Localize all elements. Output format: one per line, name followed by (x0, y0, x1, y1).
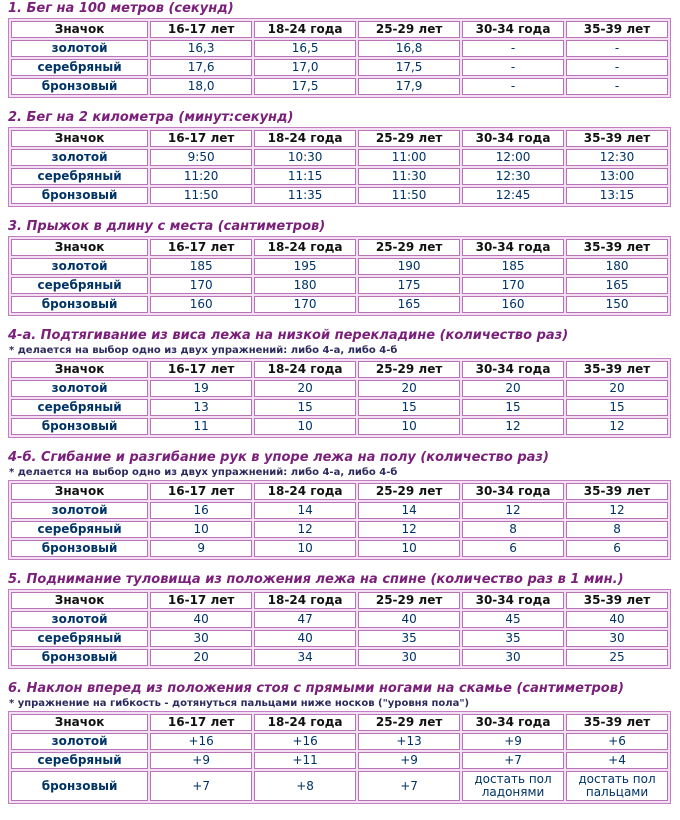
section-title: 3. Прыжок в длину с места (сантиметров) (8, 219, 326, 234)
badge-label: золотой (11, 40, 148, 57)
column-header: 18-24 года (254, 21, 356, 38)
norm-value: 10 (358, 540, 460, 557)
column-header: Значок (11, 130, 148, 147)
badge-label: золотой (11, 611, 148, 628)
table-row (11, 59, 668, 76)
norm-value: 17,9 (358, 78, 460, 95)
norms-table (8, 358, 671, 438)
norm-value: 11:00 (358, 149, 460, 166)
table-row (11, 296, 668, 313)
norm-value: 8 (462, 521, 564, 538)
table-row (11, 187, 668, 204)
norm-value: 20 (358, 380, 460, 397)
table-row (11, 521, 668, 538)
norm-value: 13 (150, 399, 252, 416)
norm-value: 17,6 (150, 59, 252, 76)
column-header: 25-29 лет (358, 714, 460, 731)
norm-value: 34 (254, 649, 356, 666)
badge-label: бронзовый (11, 540, 148, 557)
column-header: 35-39 лет (566, 592, 668, 609)
norm-value: 19 (150, 380, 252, 397)
norm-value: 18,0 (150, 78, 252, 95)
norm-value: +6 (566, 733, 668, 750)
norm-value: +7 (462, 752, 564, 769)
norm-value: 13:00 (566, 168, 668, 185)
exercise-section (8, 328, 672, 438)
badge-label: золотой (11, 380, 148, 397)
norm-value: 12:00 (462, 149, 564, 166)
norms-table (8, 711, 671, 804)
norm-value: 25 (566, 649, 668, 666)
norm-value: 47 (254, 611, 356, 628)
section-title: 1. Бег на 100 метров (секунд) (8, 1, 234, 16)
table-row (11, 78, 668, 95)
column-header: 30-34 года (462, 21, 564, 38)
column-header: 35-39 лет (566, 714, 668, 731)
norm-value: 10 (358, 418, 460, 435)
norm-value: 12 (462, 502, 564, 519)
column-header: 30-34 года (462, 239, 564, 256)
norm-value: 20 (150, 649, 252, 666)
norm-value: 16,3 (150, 40, 252, 57)
column-header: 18-24 года (254, 361, 356, 378)
table-row (11, 630, 668, 647)
norm-value: 8 (566, 521, 668, 538)
norms-table (8, 480, 671, 560)
norm-value: 12 (254, 521, 356, 538)
column-header: 25-29 лет (358, 239, 460, 256)
norms-table (8, 589, 671, 669)
norm-value: +9 (150, 752, 252, 769)
column-header: Значок (11, 592, 148, 609)
table-row (11, 168, 668, 185)
norm-value: 45 (462, 611, 564, 628)
norm-value: 150 (566, 296, 668, 313)
norms-table (8, 236, 671, 316)
norm-value: 170 (254, 296, 356, 313)
norm-value: 9 (150, 540, 252, 557)
norm-value: 180 (566, 258, 668, 275)
column-header: 35-39 лет (566, 130, 668, 147)
badge-label: золотой (11, 149, 148, 166)
column-header: Значок (11, 361, 148, 378)
exercise-section (8, 681, 672, 804)
norm-value: 14 (358, 502, 460, 519)
column-header: 16-17 лет (150, 483, 252, 500)
column-header: Значок (11, 21, 148, 38)
table-row (11, 649, 668, 666)
section-note: * делается на выбор одно из двух упражнений: либо 4-а, либо 4-б (9, 467, 398, 478)
badge-label: серебряный (11, 277, 148, 294)
badge-label: серебряный (11, 399, 148, 416)
norm-value: 30 (358, 649, 460, 666)
column-header: 35-39 лет (566, 483, 668, 500)
norm-value: 16 (150, 502, 252, 519)
norm-value: 185 (150, 258, 252, 275)
norm-value: +9 (358, 752, 460, 769)
norm-value: +9 (462, 733, 564, 750)
table-row (11, 752, 668, 769)
norm-value: 40 (254, 630, 356, 647)
badge-label: серебряный (11, 168, 148, 185)
norm-value: 12 (566, 418, 668, 435)
column-header: Значок (11, 239, 148, 256)
badge-label: золотой (11, 502, 148, 519)
table-row (11, 771, 668, 801)
norm-value: 30 (462, 649, 564, 666)
norm-value: +7 (358, 771, 460, 801)
norm-value: 15 (254, 399, 356, 416)
norm-value: 10 (254, 540, 356, 557)
column-header: 18-24 года (254, 130, 356, 147)
norm-value: 170 (462, 277, 564, 294)
norm-value: 12 (462, 418, 564, 435)
column-header: 16-17 лет (150, 130, 252, 147)
badge-label: серебряный (11, 630, 148, 647)
norm-value: 11:50 (358, 187, 460, 204)
norm-value: +13 (358, 733, 460, 750)
table-row (11, 277, 668, 294)
table-row (11, 418, 668, 435)
norm-value: 16,8 (358, 40, 460, 57)
badge-label: бронзовый (11, 187, 148, 204)
header-row (11, 130, 668, 147)
badge-label: бронзовый (11, 649, 148, 666)
norm-value: 11:15 (254, 168, 356, 185)
norm-value: 12:30 (566, 149, 668, 166)
norm-value: 165 (358, 296, 460, 313)
column-header: 35-39 лет (566, 239, 668, 256)
section-note: * упражнение на гибкость - дотянуться пальцами ниже носков ("уровня пола") (9, 698, 470, 709)
column-header: 16-17 лет (150, 21, 252, 38)
norm-value: 17,0 (254, 59, 356, 76)
norm-value: 185 (462, 258, 564, 275)
column-header: 25-29 лет (358, 130, 460, 147)
norm-value: 180 (254, 277, 356, 294)
exercise-section (8, 1, 672, 98)
badge-label: серебряный (11, 521, 148, 538)
norm-value: +16 (254, 733, 356, 750)
norm-value: 20 (462, 380, 564, 397)
column-header: 16-17 лет (150, 592, 252, 609)
norm-value: 9:50 (150, 149, 252, 166)
column-header: 25-29 лет (358, 592, 460, 609)
norm-value: 11:20 (150, 168, 252, 185)
header-row (11, 239, 668, 256)
badge-label: бронзовый (11, 771, 148, 801)
table-row (11, 540, 668, 557)
header-row (11, 361, 668, 378)
norm-value: 12:30 (462, 168, 564, 185)
column-header: Значок (11, 483, 148, 500)
norm-value: 12 (566, 502, 668, 519)
column-header: 30-34 года (462, 130, 564, 147)
norm-value: 13:15 (566, 187, 668, 204)
norm-value: 30 (566, 630, 668, 647)
column-header: 18-24 года (254, 239, 356, 256)
exercise-section (8, 110, 672, 207)
norm-value: 6 (462, 540, 564, 557)
norm-value: 10:30 (254, 149, 356, 166)
norm-value: 12 (358, 521, 460, 538)
column-header: 30-34 года (462, 714, 564, 731)
norm-value: 11:35 (254, 187, 356, 204)
norm-value: +7 (150, 771, 252, 801)
exercise-section (8, 450, 672, 560)
norm-value: достать пол ладонями (462, 771, 564, 801)
table-row (11, 40, 668, 57)
table-row (11, 399, 668, 416)
column-header: 25-29 лет (358, 21, 460, 38)
column-header: 18-24 года (254, 714, 356, 731)
column-header: 18-24 года (254, 592, 356, 609)
norm-value: 160 (462, 296, 564, 313)
norm-value: 11:50 (150, 187, 252, 204)
norm-value: 6 (566, 540, 668, 557)
column-header: Значок (11, 714, 148, 731)
norm-value: +16 (150, 733, 252, 750)
header-row (11, 483, 668, 500)
table-row (11, 380, 668, 397)
badge-label: бронзовый (11, 296, 148, 313)
norm-value: 165 (566, 277, 668, 294)
badge-label: золотой (11, 733, 148, 750)
norm-value: 14 (254, 502, 356, 519)
table-row (11, 733, 668, 750)
table-row (11, 149, 668, 166)
section-title: 5. Поднимание туловища из положения лежа на спине (количество раз в 1 мин.) (8, 572, 624, 587)
badge-label: бронзовый (11, 418, 148, 435)
norm-value: 40 (358, 611, 460, 628)
section-note: * делается на выбор одно из двух упражнений: либо 4-а, либо 4-б (9, 345, 398, 356)
norm-value: 17,5 (254, 78, 356, 95)
badge-label: бронзовый (11, 78, 148, 95)
norm-value: 15 (462, 399, 564, 416)
norm-value: 190 (358, 258, 460, 275)
exercise-section (8, 572, 672, 669)
norm-value: 10 (150, 521, 252, 538)
norm-value: +8 (254, 771, 356, 801)
norm-value: 17,5 (358, 59, 460, 76)
norm-value: 20 (566, 380, 668, 397)
column-header: 25-29 лет (358, 361, 460, 378)
exercise-section (8, 219, 672, 316)
badge-label: золотой (11, 258, 148, 275)
norm-value: 30 (150, 630, 252, 647)
section-title: 4-б. Сгибание и разгибание рук в упоре лежа на полу (количество раз) (8, 450, 549, 465)
table-row (11, 611, 668, 628)
norm-value: +11 (254, 752, 356, 769)
header-row (11, 21, 668, 38)
norms-table (8, 127, 671, 207)
header-row (11, 592, 668, 609)
column-header: 16-17 лет (150, 361, 252, 378)
header-row (11, 714, 668, 731)
norms-table (8, 18, 671, 98)
column-header: 18-24 года (254, 483, 356, 500)
section-title: 4-а. Подтягивание из виса лежа на низкой перекладине (количество раз) (8, 328, 569, 343)
column-header: 35-39 лет (566, 361, 668, 378)
norm-value: 170 (150, 277, 252, 294)
norm-value: - (566, 40, 668, 57)
norm-value: - (462, 59, 564, 76)
norm-value: 15 (566, 399, 668, 416)
norm-value: - (462, 40, 564, 57)
norm-value: 10 (254, 418, 356, 435)
norm-value: - (462, 78, 564, 95)
column-header: 16-17 лет (150, 239, 252, 256)
norm-value: 195 (254, 258, 356, 275)
column-header: 30-34 года (462, 592, 564, 609)
norm-value: 40 (566, 611, 668, 628)
norm-value: - (566, 59, 668, 76)
norm-value: 160 (150, 296, 252, 313)
norm-value: 11:30 (358, 168, 460, 185)
column-header: 35-39 лет (566, 21, 668, 38)
norm-value: 16,5 (254, 40, 356, 57)
norm-value: 12:45 (462, 187, 564, 204)
norm-value: 40 (150, 611, 252, 628)
norm-value: 35 (358, 630, 460, 647)
column-header: 30-34 года (462, 483, 564, 500)
section-title: 6. Наклон вперед из положения стоя с прямыми ногами на скамье (сантиметров) (8, 681, 624, 696)
table-row (11, 502, 668, 519)
column-header: 30-34 года (462, 361, 564, 378)
badge-label: серебряный (11, 59, 148, 76)
badge-label: серебряный (11, 752, 148, 769)
norm-value: 175 (358, 277, 460, 294)
norm-value: 35 (462, 630, 564, 647)
norm-value: 20 (254, 380, 356, 397)
section-title: 2. Бег на 2 километра (минут:секунд) (8, 110, 294, 125)
column-header: 25-29 лет (358, 483, 460, 500)
norm-value: 11 (150, 418, 252, 435)
column-header: 16-17 лет (150, 714, 252, 731)
norm-value: - (566, 78, 668, 95)
norm-value: +4 (566, 752, 668, 769)
table-row (11, 258, 668, 275)
norm-value: 15 (358, 399, 460, 416)
norm-value: достать пол пальцами (566, 771, 668, 801)
